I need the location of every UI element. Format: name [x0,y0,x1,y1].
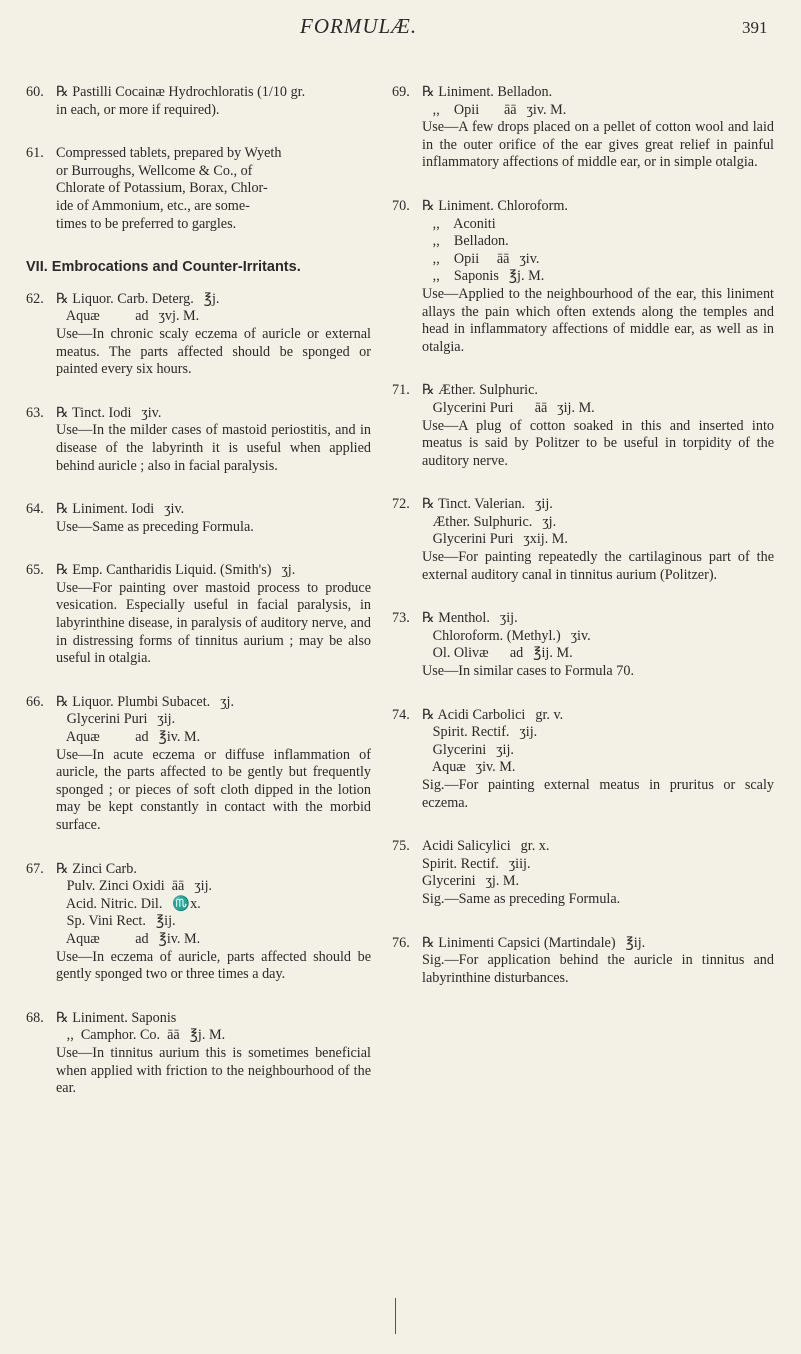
ingredient-line [56,896,371,914]
usage-note: Use—Applied to the neighbourhood of the ear, this liniment allays the pain which often extends along the temples and head in inflammatory affections of middle ear, as well as in otalgia. [422,285,774,355]
ingredient-line [422,707,774,725]
ingredient-row [26,694,371,712]
ingredient-row [392,759,774,777]
ingredient-quantity: ʒiv. [164,501,185,518]
ingredient-quantity: ʒxij. M. [523,531,568,548]
formula-number [392,742,422,760]
formula-number [392,268,422,286]
ingredient-line [422,400,774,418]
formula-block [392,838,774,908]
ingredient-quantity: ℥iv. M. [158,729,201,746]
formula-number [26,216,56,234]
ingredient-name: ,, Camphor. Co. āā [56,1027,180,1044]
ingredient-quantity: ʒiv. [570,627,591,644]
ingredient-line [56,711,371,729]
ingredient-line [56,1010,371,1028]
usage-note: Sig.—For application behind the auricle in tinnitus and labyrinthine disturbances. [422,952,774,986]
ingredient-name: ℞ Acidi Carbolici [422,706,526,723]
ingredient-line [56,308,371,326]
ingredient-quantity: ♏x. [172,895,201,912]
usage-note: Sig.—For painting external meatus in pruritus or scaly eczema. [422,777,774,811]
ingredient-row [392,873,774,891]
ingredient-line [422,628,774,646]
ingredient-line [422,496,774,514]
formula-number [392,873,422,891]
ingredient-quantity: ℥ij. M. [533,645,573,662]
ingredient-quantity: ʒij. [157,711,176,728]
ingredient-name: ℞ Liniment. Belladon. [422,84,553,100]
ingredient-line [56,562,371,580]
ingredient-quantity: ʒj. [542,513,557,530]
ingredient-row [26,729,371,747]
formula-line [26,198,371,216]
ingredient-row [392,856,774,874]
running-title: FORMULÆ. [300,14,418,38]
ingredient-quantity: ʒij. [519,724,538,741]
ingredient-line [56,913,371,931]
formula-number [26,878,56,896]
formula-number: 73. [392,610,410,627]
formula-number: 66. [26,693,44,710]
formula-block [392,84,774,172]
ingredient-quantity: ʒj. M. [485,873,520,890]
usage-note: Use—For painting over mastoid process to produce vesication. Especially useful in facial paralysis, in labyrinthine disease, in paralysis of auditory nerve, and in distressing forms of tinnitus aurium ; may be also useful in otalgia. [56,579,371,667]
usage-note: Sig.—Same as preceding Formula. [422,890,621,907]
formula-line [26,102,371,120]
ingredient-quantity: ʒij. M. [557,399,595,416]
formula-block [26,861,371,984]
ingredient-quantity: ʒiv. M. [526,101,567,118]
usage-note: Use—In similar cases to Formula 70. [422,663,634,680]
formula-number [26,729,56,747]
ingredient-quantity: ʒj. [281,562,296,579]
ingredient-row [392,645,774,663]
ingredient-row [392,400,774,418]
ingredient-line [422,838,774,856]
formula-block [392,707,774,813]
ingredient-row [26,308,371,326]
formula-number: 65. [26,562,44,579]
ingredient-row [392,514,774,532]
ingredient-name: Acidi Salicylici [422,838,511,855]
ingredient-row [26,562,371,580]
usage-note: Use—A plug of cotton soaked in this and inserted into meatus is said by Politzer to be useful in torpidity of the auditory nerve. [422,417,774,469]
ingredient-name: ,, Belladon. [422,233,509,250]
formula-number: 69. [392,84,410,100]
formula-text: Compressed tablets, prepared by Wyeth [56,145,282,162]
formula-number [26,198,56,216]
ingredient-quantity: ℥j. M. [189,1027,226,1044]
ingredient-name: ,, Saponis [422,268,499,285]
formula-block [26,501,371,536]
formula-block [392,496,774,584]
ingredient-quantity: ʒij. [499,610,518,627]
formula-number [392,216,422,234]
ingredient-line [422,84,774,102]
ingredient-row [392,610,774,628]
ingredient-name: ℞ Zinci Carb. [56,860,137,877]
ingredient-name: ℞ Liniment. Saponis [56,1009,177,1026]
ingredient-name: Spirit. Rectif. [422,724,510,741]
ingredient-quantity: ʒij. [535,496,553,513]
ingredient-line [56,878,371,896]
ingredient-row [392,531,774,549]
ingredient-name: ℞ Linimenti Capsici (Martindale) [422,934,616,951]
ingredient-row [26,501,371,519]
section-heading: VII. Embrocations and Counter-Irritants. [26,259,301,276]
ingredient-row [392,102,774,120]
ingredient-name: ,, Opii āā [422,250,510,267]
ingredient-line [56,1027,371,1045]
formula-number [392,233,422,251]
formula-block [392,198,774,356]
formula-number [26,102,56,120]
ingredient-row [392,268,774,286]
formula-block [26,291,371,379]
formula-number [392,531,422,549]
ingredient-row [392,198,774,216]
formula-block [26,405,371,475]
ingredient-line [422,645,774,663]
formula-number: 63. [26,404,44,421]
usage-note: Use—For painting repeatedly the cartilaginous part of the external auditory canal in tinnitus aurium (Politzer). [422,549,774,583]
ingredient-line [422,724,774,742]
formula-block [392,610,774,680]
formula-block [26,694,371,835]
formula-number [26,1027,56,1045]
ingredient-row [392,935,774,953]
ingredient-name: Acid. Nitric. Dil. [56,895,163,912]
formula-number [26,711,56,729]
usage-note: Use—In chronic scaly eczema of auricle or external meatus. The parts affected should be sponged or painted every six hours. [56,325,371,378]
ingredient-line [422,759,774,777]
formula-number [26,163,56,181]
formula-number [392,628,422,646]
formula-text: ide of Ammonium, etc., are some- [56,197,250,214]
ingredient-name: ℞ Tinct. Iodi [56,404,132,421]
usage-note: Use—In eczema of auricle, parts affected should be gently sponged two or three times a day. [56,948,371,983]
ingredient-line [56,694,371,712]
formula-number [392,102,422,120]
formula-number: 60. [26,84,44,100]
formula-number: 67. [26,860,44,877]
formula-number: 72. [392,496,410,513]
ingredient-line [422,268,774,286]
ingredient-name: ℞ Æther. Sulphuric. [422,382,538,399]
formula-block [392,935,774,988]
ingredient-quantity: ℥j. [203,290,220,307]
formula-block [26,1010,371,1098]
usage-note: Use—In the milder cases of mastoid periostitis, and in disease of the labyrinth it is useful when applied behind auricle ; also in facial paralysis. [56,422,371,474]
formula-number: 61. [26,145,44,162]
ingredient-name: Aquæ ad [56,308,149,325]
ingredient-quantity: ʒij. [194,878,213,895]
ingredient-line [422,531,774,549]
formula-text: or Burroughs, Wellcome & Co., of [56,162,253,179]
ingredient-line [422,514,774,532]
ingredient-name: Glycerini Puri [56,711,148,728]
formula-line [26,180,371,198]
ingredient-name: Aquæ ad [56,729,149,746]
ingredient-row [26,711,371,729]
formula-block [26,145,371,233]
ingredient-row [392,742,774,760]
ingredient-row [26,861,371,879]
ingredient-line [422,251,774,269]
ingredient-line [422,610,774,628]
formula-number [392,724,422,742]
formula-number [392,856,422,874]
ingredient-line [422,216,774,234]
page-number: 391 [742,18,768,37]
ingredient-quantity: ʒvj. M. [158,308,200,325]
ingredient-row [392,724,774,742]
ingredient-name: Spirit. Rectif. [422,855,499,872]
ingredient-name: ,, Aconiti [422,215,496,232]
formula-number [26,913,56,931]
ingredient-line [56,501,371,519]
ingredient-line [56,405,371,423]
formula-number: 64. [26,501,44,518]
ingredient-name: ℞ Liniment. Chloroform. [422,197,568,214]
ingredient-name: Æther. Sulphuric. [422,513,533,530]
ingredient-line [56,291,371,309]
ingredient-name: ℞ Liquor. Plumbi Subacet. [56,693,211,710]
formula-text: in each, or more if required). [56,101,220,118]
ingredient-row [392,382,774,400]
ingredient-line [56,931,371,949]
ingredient-line [422,873,774,891]
ingredient-name: Chloroform. (Methyl.) [422,627,561,644]
ingredient-name: Aquæ [422,759,466,776]
usage-note: Use—In tinnitus aurium this is sometimes beneficial when applied with friction to the neighbourhood of the ear. [56,1044,371,1097]
formula-line [26,145,371,163]
formula-text: ℞ Pastilli Cocainæ Hydrochloratis (1/10 gr. [56,84,306,100]
formula-number [26,896,56,914]
formula-number: 71. [392,382,410,399]
formula-number [392,514,422,532]
ingredient-quantity: ʒij. [496,741,514,758]
formula-text: times to be preferred to gargles. [56,215,237,232]
ingredient-name: Ol. Olivæ ad [422,645,524,662]
ingredient-quantity: ℥iv. M. [158,930,201,947]
ingredient-line [422,198,774,216]
ingredient-line [422,382,774,400]
ingredient-quantity: ℥ij. [155,913,176,930]
formula-number [392,400,422,418]
ingredient-name: Aquæ ad [56,930,149,947]
formula-block [392,382,774,470]
formula-number [26,931,56,949]
ingredient-row [392,233,774,251]
ingredient-line [56,729,371,747]
ingredient-line [56,861,371,879]
ingredient-row [26,1027,371,1045]
formula-line [26,84,371,102]
formula-number: 74. [392,706,410,723]
ingredient-row [26,405,371,423]
usage-note: Use—A few drops placed on a pellet of cotton wool and laid in the outer orifice of the ear gives great relief in painful inflammatory affections of middle ear, or in simple otalgia. [422,119,774,171]
ingredient-name: Sp. Vini Rect. [56,913,146,930]
ingredient-row [392,251,774,269]
ingredient-quantity: gr. x. [520,838,550,855]
ingredient-row [26,896,371,914]
left-column [26,84,371,1124]
formula-text: Chlorate of Potassium, Borax, Chlor- [56,180,268,197]
ingredient-row [26,291,371,309]
formula-number: 62. [26,290,44,307]
margin-rule [395,1298,396,1334]
formula-number: 70. [392,197,410,214]
ingredient-name: Glycerini Puri āā [422,399,548,416]
ingredient-quantity: gr. v. [535,706,564,723]
formula-number [26,180,56,198]
ingredient-row [26,913,371,931]
ingredient-name: ℞ Liquor. Carb. Deterg. [56,290,194,307]
ingredient-name: Glycerini [422,873,476,890]
ingredient-name: ℞ Emp. Cantharidis Liquid. (Smith's) [56,562,272,579]
usage-note: Use—Same as preceding Formula. [56,518,254,535]
formula-number [26,308,56,326]
ingredient-line [422,856,774,874]
ingredient-row [392,216,774,234]
ingredient-quantity: ʒiv. [519,250,540,267]
ingredient-row [26,931,371,949]
formula-block [26,562,371,668]
ingredient-quantity: ℥ij. [625,934,646,951]
ingredient-name: Glycerini Puri [422,531,514,548]
ingredient-quantity: ʒiv. [141,404,162,421]
formula-number: 75. [392,838,410,855]
ingredient-row [392,838,774,856]
ingredient-quantity: ʒiij. [508,855,531,872]
formula-line [26,163,371,181]
ingredient-line [422,233,774,251]
ingredient-line [422,102,774,120]
formula-block [26,84,371,119]
ingredient-row [392,707,774,725]
usage-note: Use—In acute eczema or diffuse inflammation of auricle, the parts affected to be gently but frequently sponged ; or pieces of soft cloth dipped in the lotion may be kept constantly in contact with the morbid surface. [56,746,371,833]
ingredient-name: Glycerini [422,741,487,758]
formula-number [392,251,422,269]
right-column [392,84,774,1013]
ingredient-line [422,935,774,953]
ingredient-row [392,628,774,646]
ingredient-name: ℞ Tinct. Valerian. [422,496,526,513]
page-header [0,6,801,42]
ingredient-line [422,742,774,760]
ingredient-name: ,, Opii āā [422,101,517,118]
ingredient-name: ℞ Liniment. Iodi [56,501,155,518]
formula-number: 76. [392,934,410,951]
ingredient-quantity: ℥j. M. [508,268,545,285]
formula-number [392,645,422,663]
ingredient-row [392,496,774,514]
formula-line [26,216,371,234]
ingredient-name: ℞ Menthol. [422,610,490,627]
ingredient-quantity: ʒj. [220,693,234,710]
ingredient-name: Pulv. Zinci Oxidi āā [56,878,185,895]
ingredient-row [26,1010,371,1028]
ingredient-row [392,84,774,102]
formula-number [392,759,422,777]
ingredient-quantity: ʒiv. M. [475,759,516,776]
ingredient-row [26,878,371,896]
formula-number: 68. [26,1009,44,1026]
